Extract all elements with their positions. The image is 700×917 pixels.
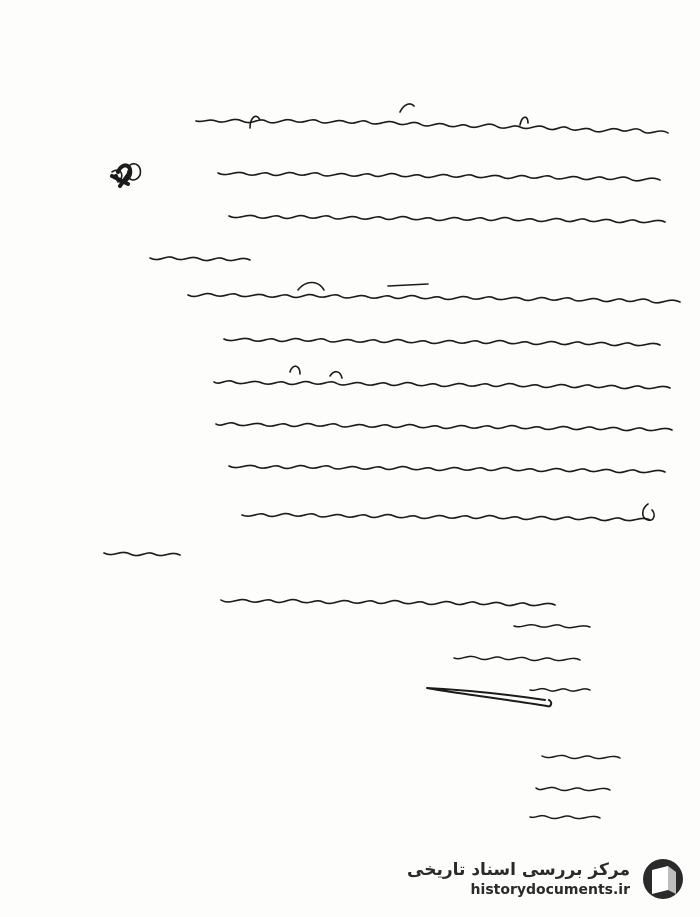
watermark-text (407, 860, 630, 898)
watermark-url: historydocuments.ir (470, 882, 630, 898)
archive-logo-icon (640, 856, 686, 902)
archive-watermark (396, 849, 686, 909)
registry-block (530, 755, 620, 818)
letter-lines (104, 104, 680, 606)
signature-block (427, 625, 590, 707)
watermark-title: مرکز بررسی اسناد تاریخی (407, 860, 630, 880)
